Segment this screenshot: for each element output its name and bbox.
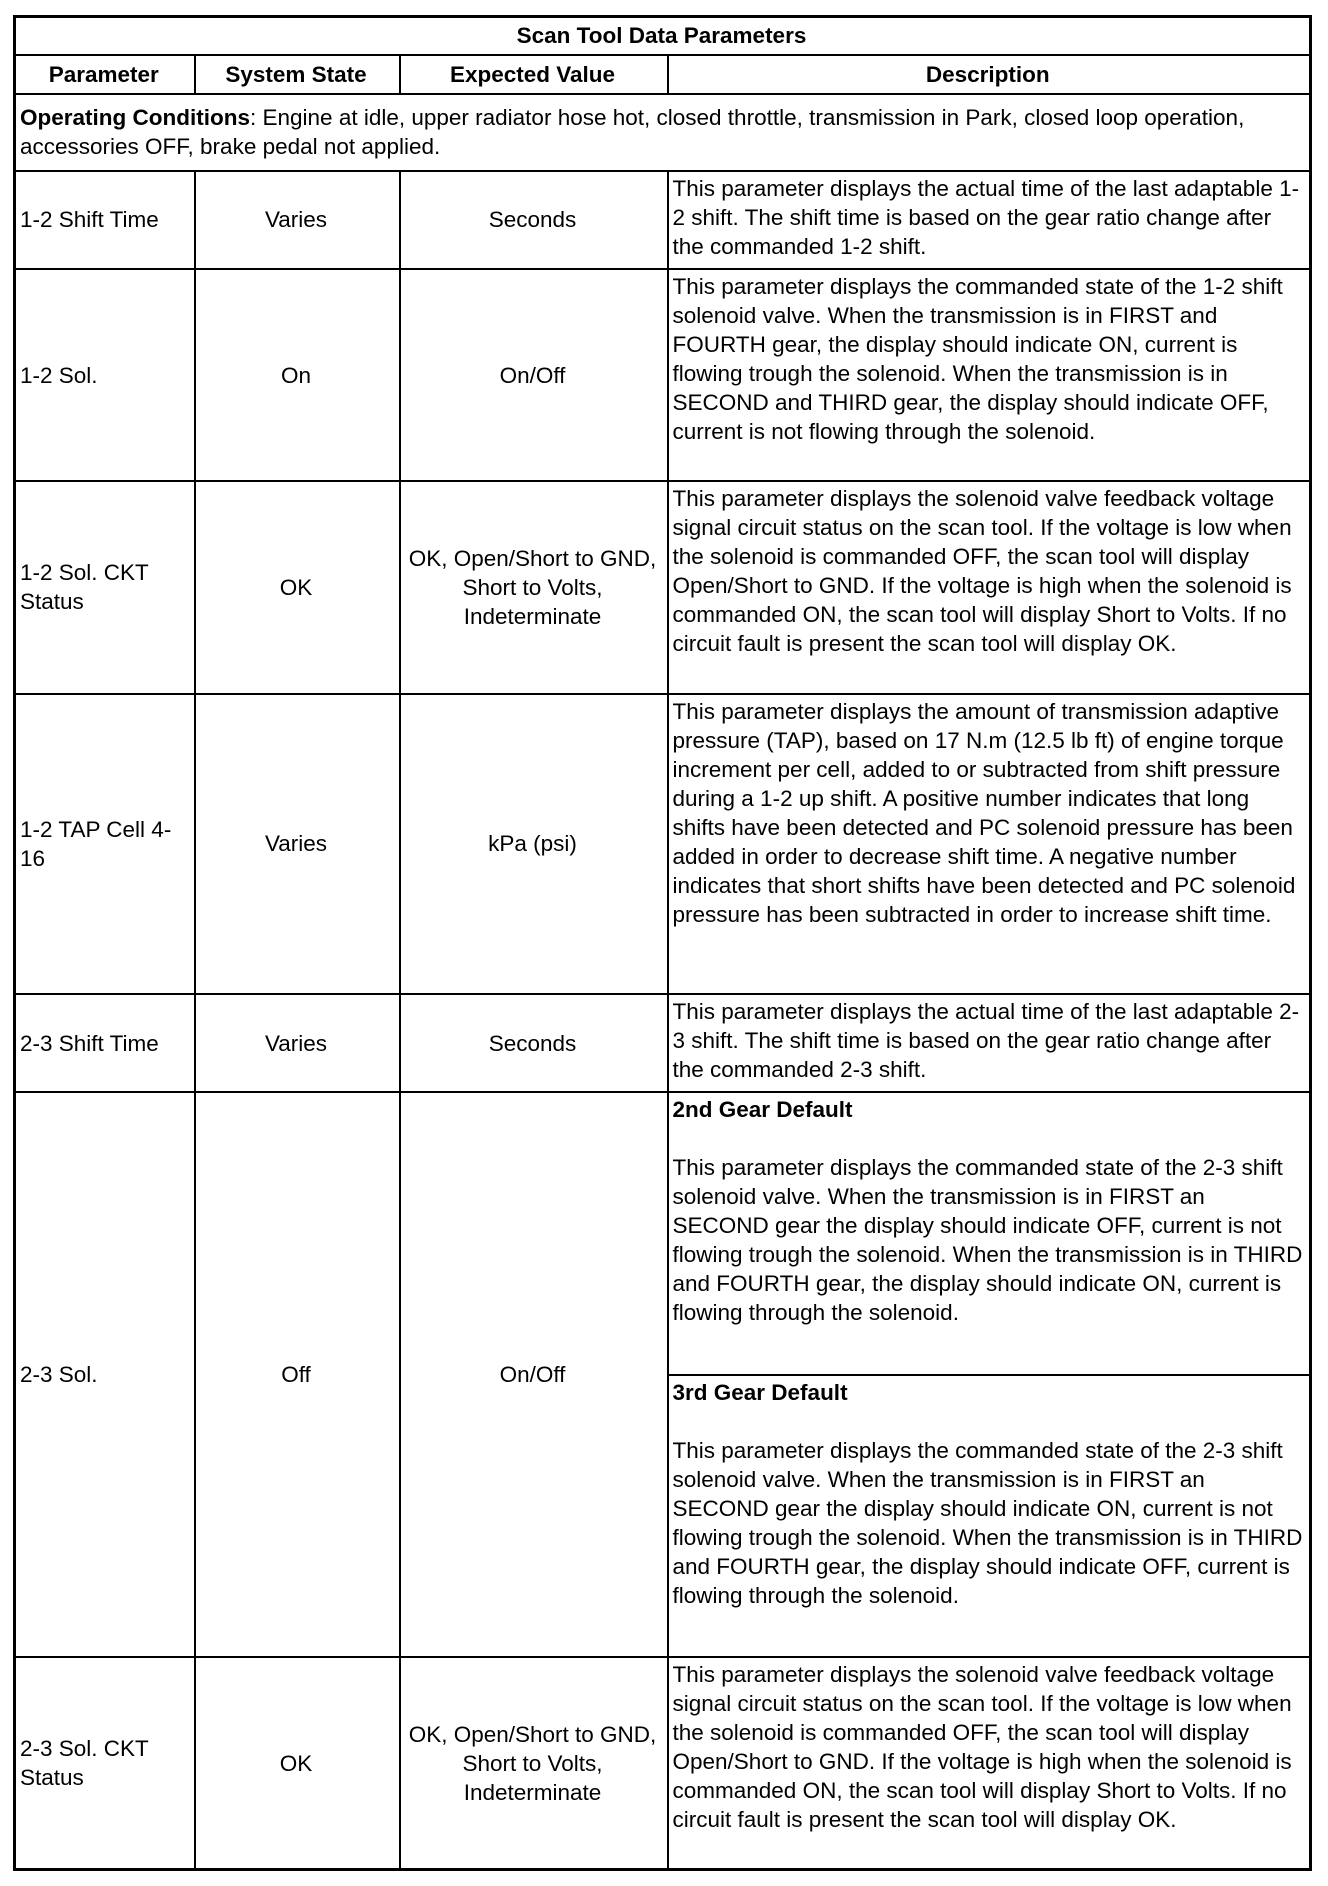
system-state-cell: Off (195, 1092, 400, 1657)
operating-conditions-label: Operating Conditions (20, 105, 250, 131)
parameter-cell: 1-2 Shift Time (15, 171, 195, 269)
column-header-expected-value: Expected Value (400, 55, 668, 94)
operating-conditions (15, 94, 1311, 171)
table-title-row (15, 17, 1311, 55)
description-cell: This parameter displays the solenoid valve feedback voltage signal circuit status on the scan tool. If the voltage is low when the solenoid is commanded OFF, the scan tool will display Open/Short to GND. If the voltage is high when the solenoid is commanded ON, the scan tool will display Short to Volts. If no circuit fault is present the scan tool will display OK. (668, 481, 1311, 693)
expected-value-cell: Seconds (400, 171, 668, 269)
parameter-cell: 1-2 Sol. CKT Status (15, 481, 195, 693)
table-title: Scan Tool Data Parameters (15, 17, 1311, 55)
parameter-cell: 2-3 Sol. CKT Status (15, 1657, 195, 1869)
expected-value-cell: OK, Open/Short to GND, Short to Volts, Indeterminate (400, 1657, 668, 1869)
parameter-cell: 1-2 TAP Cell 4-16 (15, 694, 195, 994)
column-header-description: Description (668, 55, 1311, 94)
table-header-row (15, 55, 1311, 94)
system-state-cell: Varies (195, 171, 400, 269)
table-row (15, 994, 1311, 1092)
expected-value-cell: On/Off (400, 1092, 668, 1657)
system-state-cell: Varies (195, 994, 400, 1092)
parameter-cell: 2-3 Shift Time (15, 994, 195, 1092)
scan-tool-data-sheet (13, 15, 1312, 1871)
column-header-parameter: Parameter (15, 55, 195, 94)
description-cell: This parameter displays the commanded state of the 1-2 shift solenoid valve. When the transmission is in FIRST and FOURTH gear, the display should indicate ON, current is flowing trough the solenoid. When the transmission is in SECOND and THIRD gear, the display should indicate OFF, current is not flowing through the solenoid. (668, 269, 1311, 481)
table-row (15, 171, 1311, 269)
parameter-cell: 2-3 Sol. (15, 1092, 195, 1657)
description-text: This parameter displays the commanded state of the 2-3 shift solenoid valve. When the transmission is in FIRST an SECOND gear the display should indicate OFF, current is not flowing trough the solenoid. When the transmission is in THIRD and FOURTH gear, the display should indicate ON, current is flowing through the solenoid. (672, 1155, 1303, 1326)
description-subheading: 3rd Gear Default (672, 1379, 848, 1405)
expected-value-cell: On/Off (400, 269, 668, 481)
system-state-cell: OK (195, 1657, 400, 1869)
expected-value-cell: OK, Open/Short to GND, Short to Volts, Indeterminate (400, 481, 668, 693)
table-row (15, 1657, 1311, 1869)
operating-conditions-text: : Engine at idle, upper radiator hose hot, closed throttle, transmission in Park, closed loop operation, accessories OFF, brake pedal not applied. (20, 105, 1245, 160)
description-subheading: 2nd Gear Default (672, 1097, 853, 1123)
description-cell-3rd-gear-default (668, 1375, 1311, 1657)
expected-value-cell: kPa (psi) (400, 694, 668, 994)
description-text: This parameter displays the commanded state of the 2-3 shift solenoid valve. When the transmission is in FIRST an SECOND gear the display should indicate ON, current is not flowing trough the solenoid. When the transmission is in THIRD and FOURTH gear, the display should indicate OFF, current is flowing through the solenoid. (672, 1437, 1303, 1608)
description-cell: This parameter displays the actual time of the last adaptable 1-2 shift. The shift time is based on the gear ratio change after the commanded 1-2 shift. (668, 171, 1311, 269)
system-state-cell: Varies (195, 694, 400, 994)
column-header-system-state: System State (195, 55, 400, 94)
table-row (15, 1092, 1311, 1374)
system-state-cell: OK (195, 481, 400, 693)
operating-conditions-row (15, 94, 1311, 171)
parameter-cell: 1-2 Sol. (15, 269, 195, 481)
table-row (15, 481, 1311, 693)
system-state-cell: On (195, 269, 400, 481)
description-cell: This parameter displays the actual time of the last adaptable 2-3 shift. The shift time is based on the gear ratio change after the commanded 2-3 shift. (668, 994, 1311, 1092)
table-row (15, 694, 1311, 994)
expected-value-cell: Seconds (400, 994, 668, 1092)
description-cell-2nd-gear-default (668, 1092, 1311, 1374)
scan-tool-data-table (13, 15, 1312, 1871)
description-cell: This parameter displays the amount of transmission adaptive pressure (TAP), based on 17 N.m (12.5 lb ft) of engine torque increment per cell, added to or subtracted from shift pressure during a 1-2 up shift. A positive number indicates that long shifts have been detected and PC solenoid pressure has been added in order to decrease shift time. A negative number indicates that short shifts have been detected and PC solenoid pressure has been subtracted in order to increase shift time. (668, 694, 1311, 994)
table-row (15, 269, 1311, 481)
description-cell: This parameter displays the solenoid valve feedback voltage signal circuit status on the scan tool. If the voltage is low when the solenoid is commanded OFF, the scan tool will display Open/Short to GND. If the voltage is high when the solenoid is commanded ON, the scan tool will display Short to Volts. If no circuit fault is present the scan tool will display OK. (668, 1657, 1311, 1869)
